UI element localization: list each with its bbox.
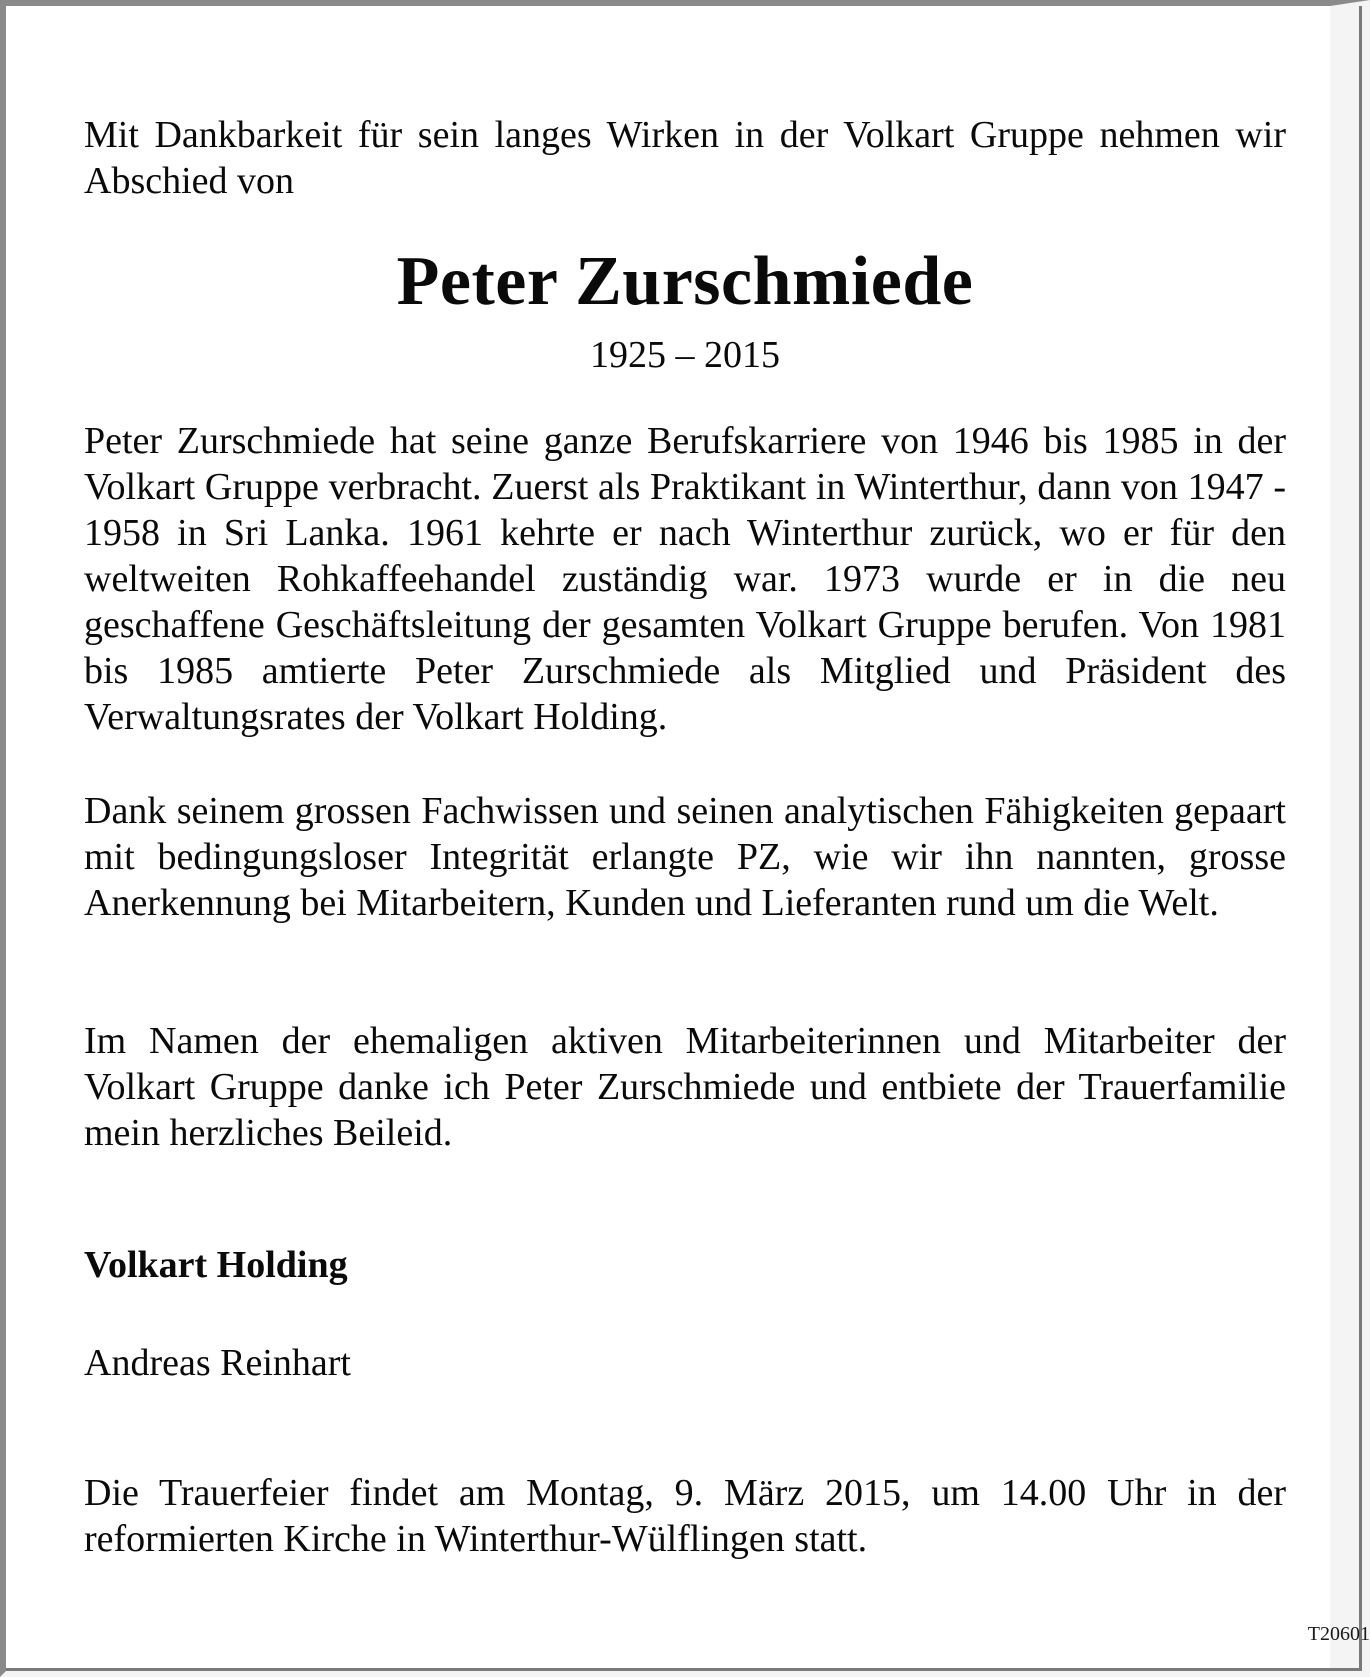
deceased-name: Peter Zurschmiede — [396, 243, 974, 320]
life-years: 1925 – 2015 — [590, 334, 780, 376]
signer-name: Andreas Reinhart — [84, 1342, 351, 1384]
funeral-service-info: Die Trauerfeier findet am Montag, 9. März 2015, um 14.00 Uhr in der reformierten Kirche in Winterthur-Wülflingen statt. — [84, 1472, 1286, 1560]
reference-code: T20601 — [1307, 1623, 1370, 1645]
intro-text: Mit Dankbarkeit für sein langes Wirken in der Volkart Gruppe nehmen wir Abschied von — [84, 114, 1286, 202]
career-paragraph: Peter Zurschmiede hat seine ganze Berufskarriere von 1946 bis 1985 in der Volkart Gruppe verbracht. Zuerst als Praktikant in Winterthur, dann von 1947 - 1958 in Sri Lanka. 1961 kehrte er nach Winterthur zurück, wo er für den weltweiten Rohkaffeehandel zuständig war. 1973 wurde er in die neu geschaffene Geschäftsleitung der gesamten Volkart Gruppe berufen. Von 1981 bis 1985 amtierte Peter Zurschmiede als Mitglied und Präsident des Verwaltungsrates der Volkart Holding. — [84, 420, 1286, 738]
organization-name: Volkart Holding — [84, 1244, 348, 1286]
tribute-paragraph: Dank seinem grossen Fachwissen und seinen analytischen Fähigkeiten gepaart mit bedingungsloser Integrität erlangte PZ, wie wir ihn nannten, grosse Anerkennung bei Mitarbeitern, Kunden und Lieferanten rund um die Welt. — [84, 790, 1286, 924]
condolence-paragraph: Im Namen der ehemaligen aktiven Mitarbeiterinnen und Mitarbeiter der Volkart Gruppe danke ich Peter Zurschmiede und entbiete der Trauerfamilie mein herzliches Beileid. — [84, 1020, 1286, 1154]
